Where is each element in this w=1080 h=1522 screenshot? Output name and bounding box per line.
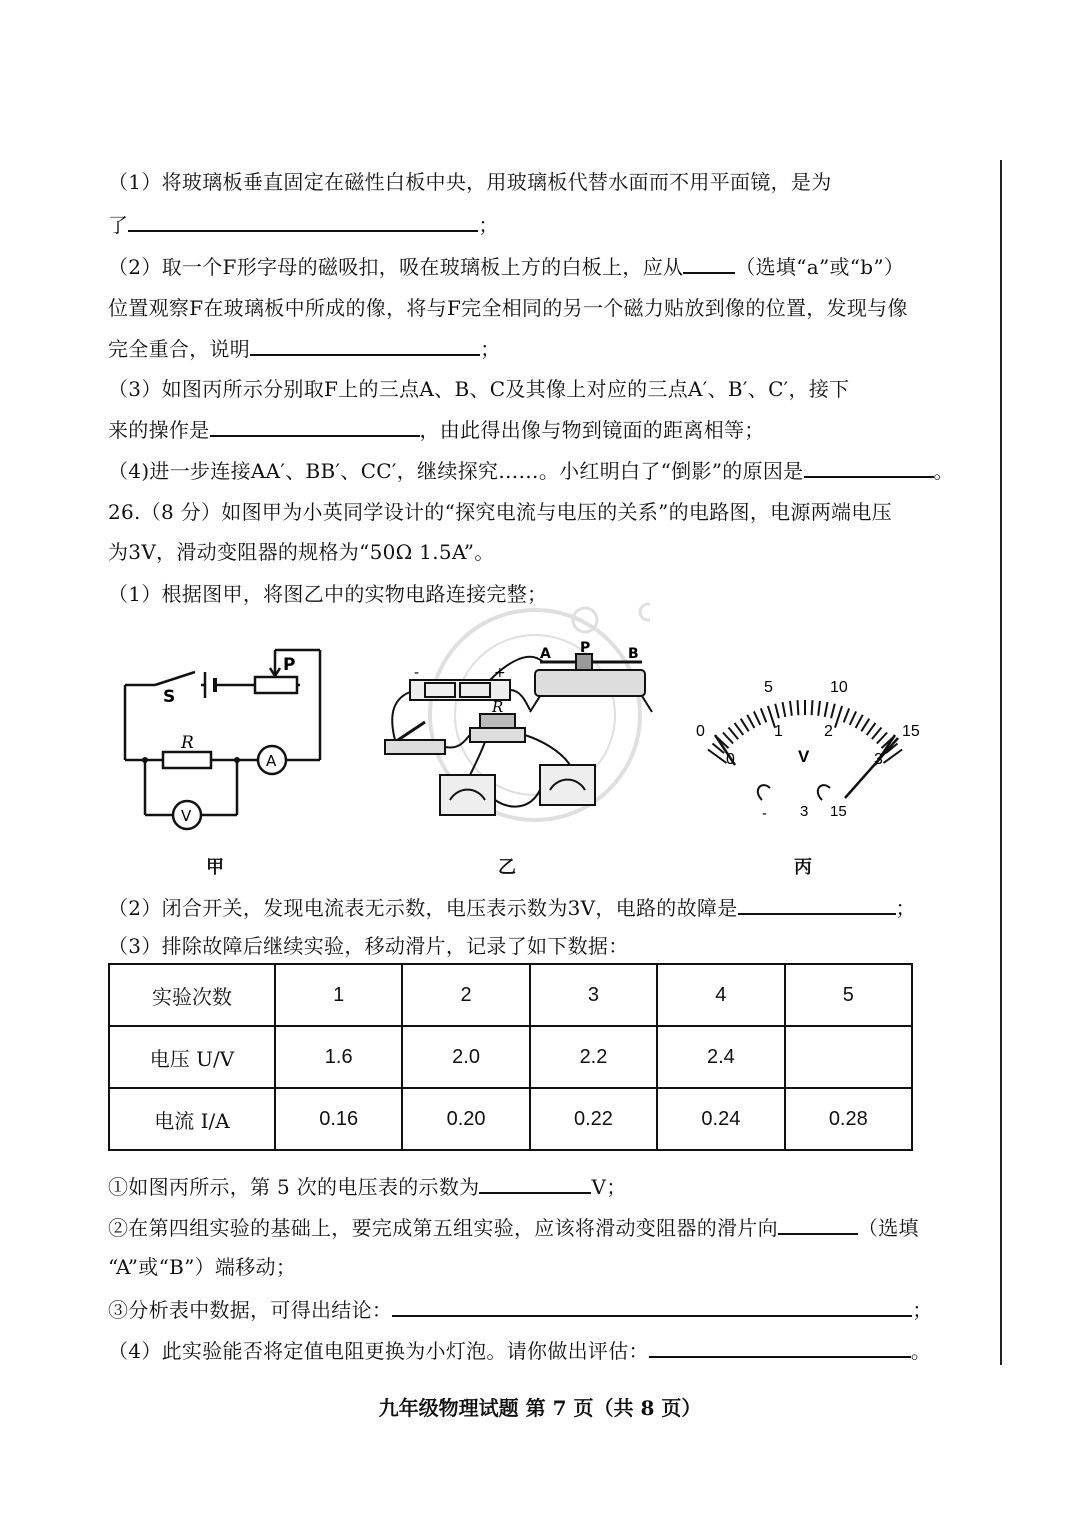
label-minus: - bbox=[414, 665, 420, 681]
q26-p2: （2）闭合开关，发现电流表无示数，电压表示数为3V，电路的故障是 ； bbox=[108, 893, 923, 922]
dial-tick bbox=[761, 708, 767, 722]
figure-yi-apparatus bbox=[380, 640, 660, 840]
dial-tick bbox=[790, 701, 792, 716]
q26-intro-line1: 26.（8 分）如图甲为小英同学设计的“探究电流与电压的关系”的电路图，电源两端电压 bbox=[108, 500, 892, 524]
q26-sub2-line2: “A”或“B”）端移动； bbox=[108, 1255, 297, 1279]
answer-blank-q25-5[interactable] bbox=[804, 456, 934, 478]
q25-p2-line2: 位置观察F在玻璃板中所成的像，将与F完全相同的另一个磁力贴放到像的位置，发现与像 bbox=[108, 296, 908, 320]
q25-p3-line2: 来的操作是 ，由此得出像与物到镜面的距离相等； bbox=[108, 415, 923, 444]
q26-p3: （3）排除故障后继续实验，移动滑片，记录了如下数据： bbox=[108, 934, 629, 958]
answer-blank-q25-2[interactable] bbox=[683, 252, 735, 274]
terminal-3: 3 bbox=[800, 803, 809, 820]
table-cell: 0.24 bbox=[657, 1088, 784, 1150]
answer-blank-q26-fault[interactable] bbox=[738, 893, 896, 915]
label-P: P bbox=[283, 655, 296, 675]
table-cell: 0.20 bbox=[402, 1088, 529, 1150]
table-cell: 2.4 bbox=[657, 1026, 784, 1088]
scale-bottom-0: 0 bbox=[726, 751, 735, 768]
dial-tick bbox=[754, 711, 760, 725]
dial-tick bbox=[812, 700, 813, 715]
dial-tick bbox=[747, 715, 754, 728]
table-row-header: 电流 I/A bbox=[109, 1088, 275, 1150]
table-row-header: 电压 U/V bbox=[109, 1026, 275, 1088]
table-row bbox=[109, 1088, 912, 1150]
dial-tick bbox=[741, 719, 749, 732]
q26-intro-line2: 为3V，滑动变阻器的规格为“50Ω 1.5A”。 bbox=[108, 540, 495, 564]
ammeter-label: A bbox=[266, 752, 277, 770]
table-row bbox=[109, 1026, 912, 1088]
table-row-header: 实验次数 bbox=[109, 964, 275, 1026]
q25-p3-line1: （3）如图丙所示分别取F上的三点A、B、C及其像上对应的三点A′、B′、C′，接下 bbox=[108, 377, 850, 401]
needle bbox=[845, 738, 898, 798]
scale-bottom-1: 1 bbox=[774, 723, 783, 740]
q26-sub3: ③分析表中数据，可得出结论： ； bbox=[108, 1295, 923, 1324]
dial-tick bbox=[877, 733, 887, 744]
dial-tick bbox=[872, 728, 882, 740]
q25-p2-line3: 完全重合，说明 ； bbox=[108, 334, 923, 363]
table-cell: 0.28 bbox=[785, 1088, 912, 1150]
table-cell: 4 bbox=[657, 964, 784, 1026]
dial-tick bbox=[723, 733, 733, 744]
answer-blank-q26-voltage[interactable] bbox=[479, 1172, 591, 1194]
answer-blank-q25-4[interactable] bbox=[210, 415, 420, 437]
dial-tick bbox=[861, 719, 869, 732]
junction-dot bbox=[142, 757, 148, 763]
answer-blank-q26-direction[interactable] bbox=[778, 1213, 858, 1235]
dial-tick bbox=[783, 702, 786, 717]
q25-p1-line2: 了 ； bbox=[108, 210, 923, 239]
terminal-15: 15 bbox=[830, 803, 847, 820]
q25-p1-line1: （1）将玻璃板垂直固定在磁性白板中央，用玻璃板代替水面而不用平面镜，是为 bbox=[108, 170, 832, 194]
q26-p4: （4）此实验能否将定值电阻更换为小灯泡。请你做出评估： 。 bbox=[108, 1336, 923, 1365]
scale-bottom-2: 2 bbox=[824, 723, 833, 740]
table-cell: 0.22 bbox=[530, 1088, 657, 1150]
dial-tick bbox=[775, 704, 779, 719]
table-cell: 1.6 bbox=[275, 1026, 402, 1088]
caption-jia: 甲 bbox=[206, 857, 224, 878]
table-cell: 2.0 bbox=[402, 1026, 529, 1088]
label-B: B bbox=[628, 646, 639, 662]
table-cell: 0.16 bbox=[275, 1088, 402, 1150]
scale-top-15: 15 bbox=[902, 723, 920, 740]
label-R: R bbox=[492, 698, 504, 716]
table-row bbox=[109, 964, 912, 1026]
junction-dot bbox=[234, 757, 240, 763]
caption-yi: 乙 bbox=[498, 857, 516, 878]
q26-sub1: ①如图丙所示，第 5 次的电压表的示数为 V； bbox=[108, 1172, 923, 1201]
scale-bottom-3: 3 bbox=[874, 751, 883, 768]
dial-tick bbox=[735, 723, 744, 735]
dial-tick bbox=[850, 711, 856, 725]
page-footer: 九年级物理试题 第 7 页（共 8 页） bbox=[378, 1396, 702, 1420]
dial-tick bbox=[825, 702, 828, 717]
label-plus: + bbox=[494, 665, 506, 681]
scale-top-10: 10 bbox=[830, 679, 848, 696]
dial-tick bbox=[844, 708, 850, 722]
dial-tick bbox=[835, 706, 842, 728]
data-table bbox=[108, 963, 913, 1151]
label-P: P bbox=[580, 640, 591, 656]
margin-line bbox=[1000, 160, 1002, 1365]
scale-top-5: 5 bbox=[764, 679, 773, 696]
terminal-minus: - bbox=[762, 805, 767, 822]
table-cell: 2.2 bbox=[530, 1026, 657, 1088]
dial-tick bbox=[729, 728, 739, 740]
dial-tick bbox=[856, 715, 863, 728]
voltmeter-label: V bbox=[181, 807, 192, 825]
q26-p1: （1）根据图甲，将图乙中的实物电路连接完整； bbox=[108, 582, 548, 606]
figure-jia-circuit bbox=[115, 640, 335, 840]
table-cell bbox=[785, 1026, 912, 1088]
label-A: A bbox=[540, 646, 551, 662]
label-R: R bbox=[181, 733, 194, 753]
q25-p2-line1: （2）取一个F形字母的磁吸扣，吸在玻璃板上方的白板上，应从 （选填“a”或“b”） bbox=[108, 252, 923, 281]
dial-tick bbox=[831, 704, 835, 719]
caption-bing: 丙 bbox=[794, 857, 812, 878]
table-cell: 1 bbox=[275, 964, 402, 1026]
unit-V: V bbox=[798, 747, 810, 766]
answer-blank-q26-evaluation[interactable] bbox=[649, 1336, 911, 1358]
table-cell: 2 bbox=[402, 964, 529, 1026]
q26-sub2-line1: ②在第四组实验的基础上，要完成第五组实验，应该将滑动变阻器的滑片向 （选填 bbox=[108, 1213, 923, 1242]
answer-blank-q26-conclusion[interactable] bbox=[392, 1295, 912, 1317]
answer-blank-q25-3[interactable] bbox=[250, 334, 480, 356]
table-cell: 3 bbox=[530, 964, 657, 1026]
scale-top-0: 0 bbox=[696, 723, 705, 740]
label-S: S bbox=[163, 687, 176, 707]
dial-tick bbox=[818, 701, 820, 716]
table-cell: 5 bbox=[785, 964, 912, 1026]
answer-blank-q25-1[interactable] bbox=[128, 210, 478, 232]
q25-p4-line1: （4)进一步连接AA′、BB′、CC′，继续探究……。小红明白了“倒影”的原因是 。 bbox=[108, 456, 923, 485]
dial-tick bbox=[867, 723, 876, 735]
dial-tick bbox=[798, 700, 799, 715]
figure-bing-voltmeter-scale bbox=[690, 670, 930, 830]
